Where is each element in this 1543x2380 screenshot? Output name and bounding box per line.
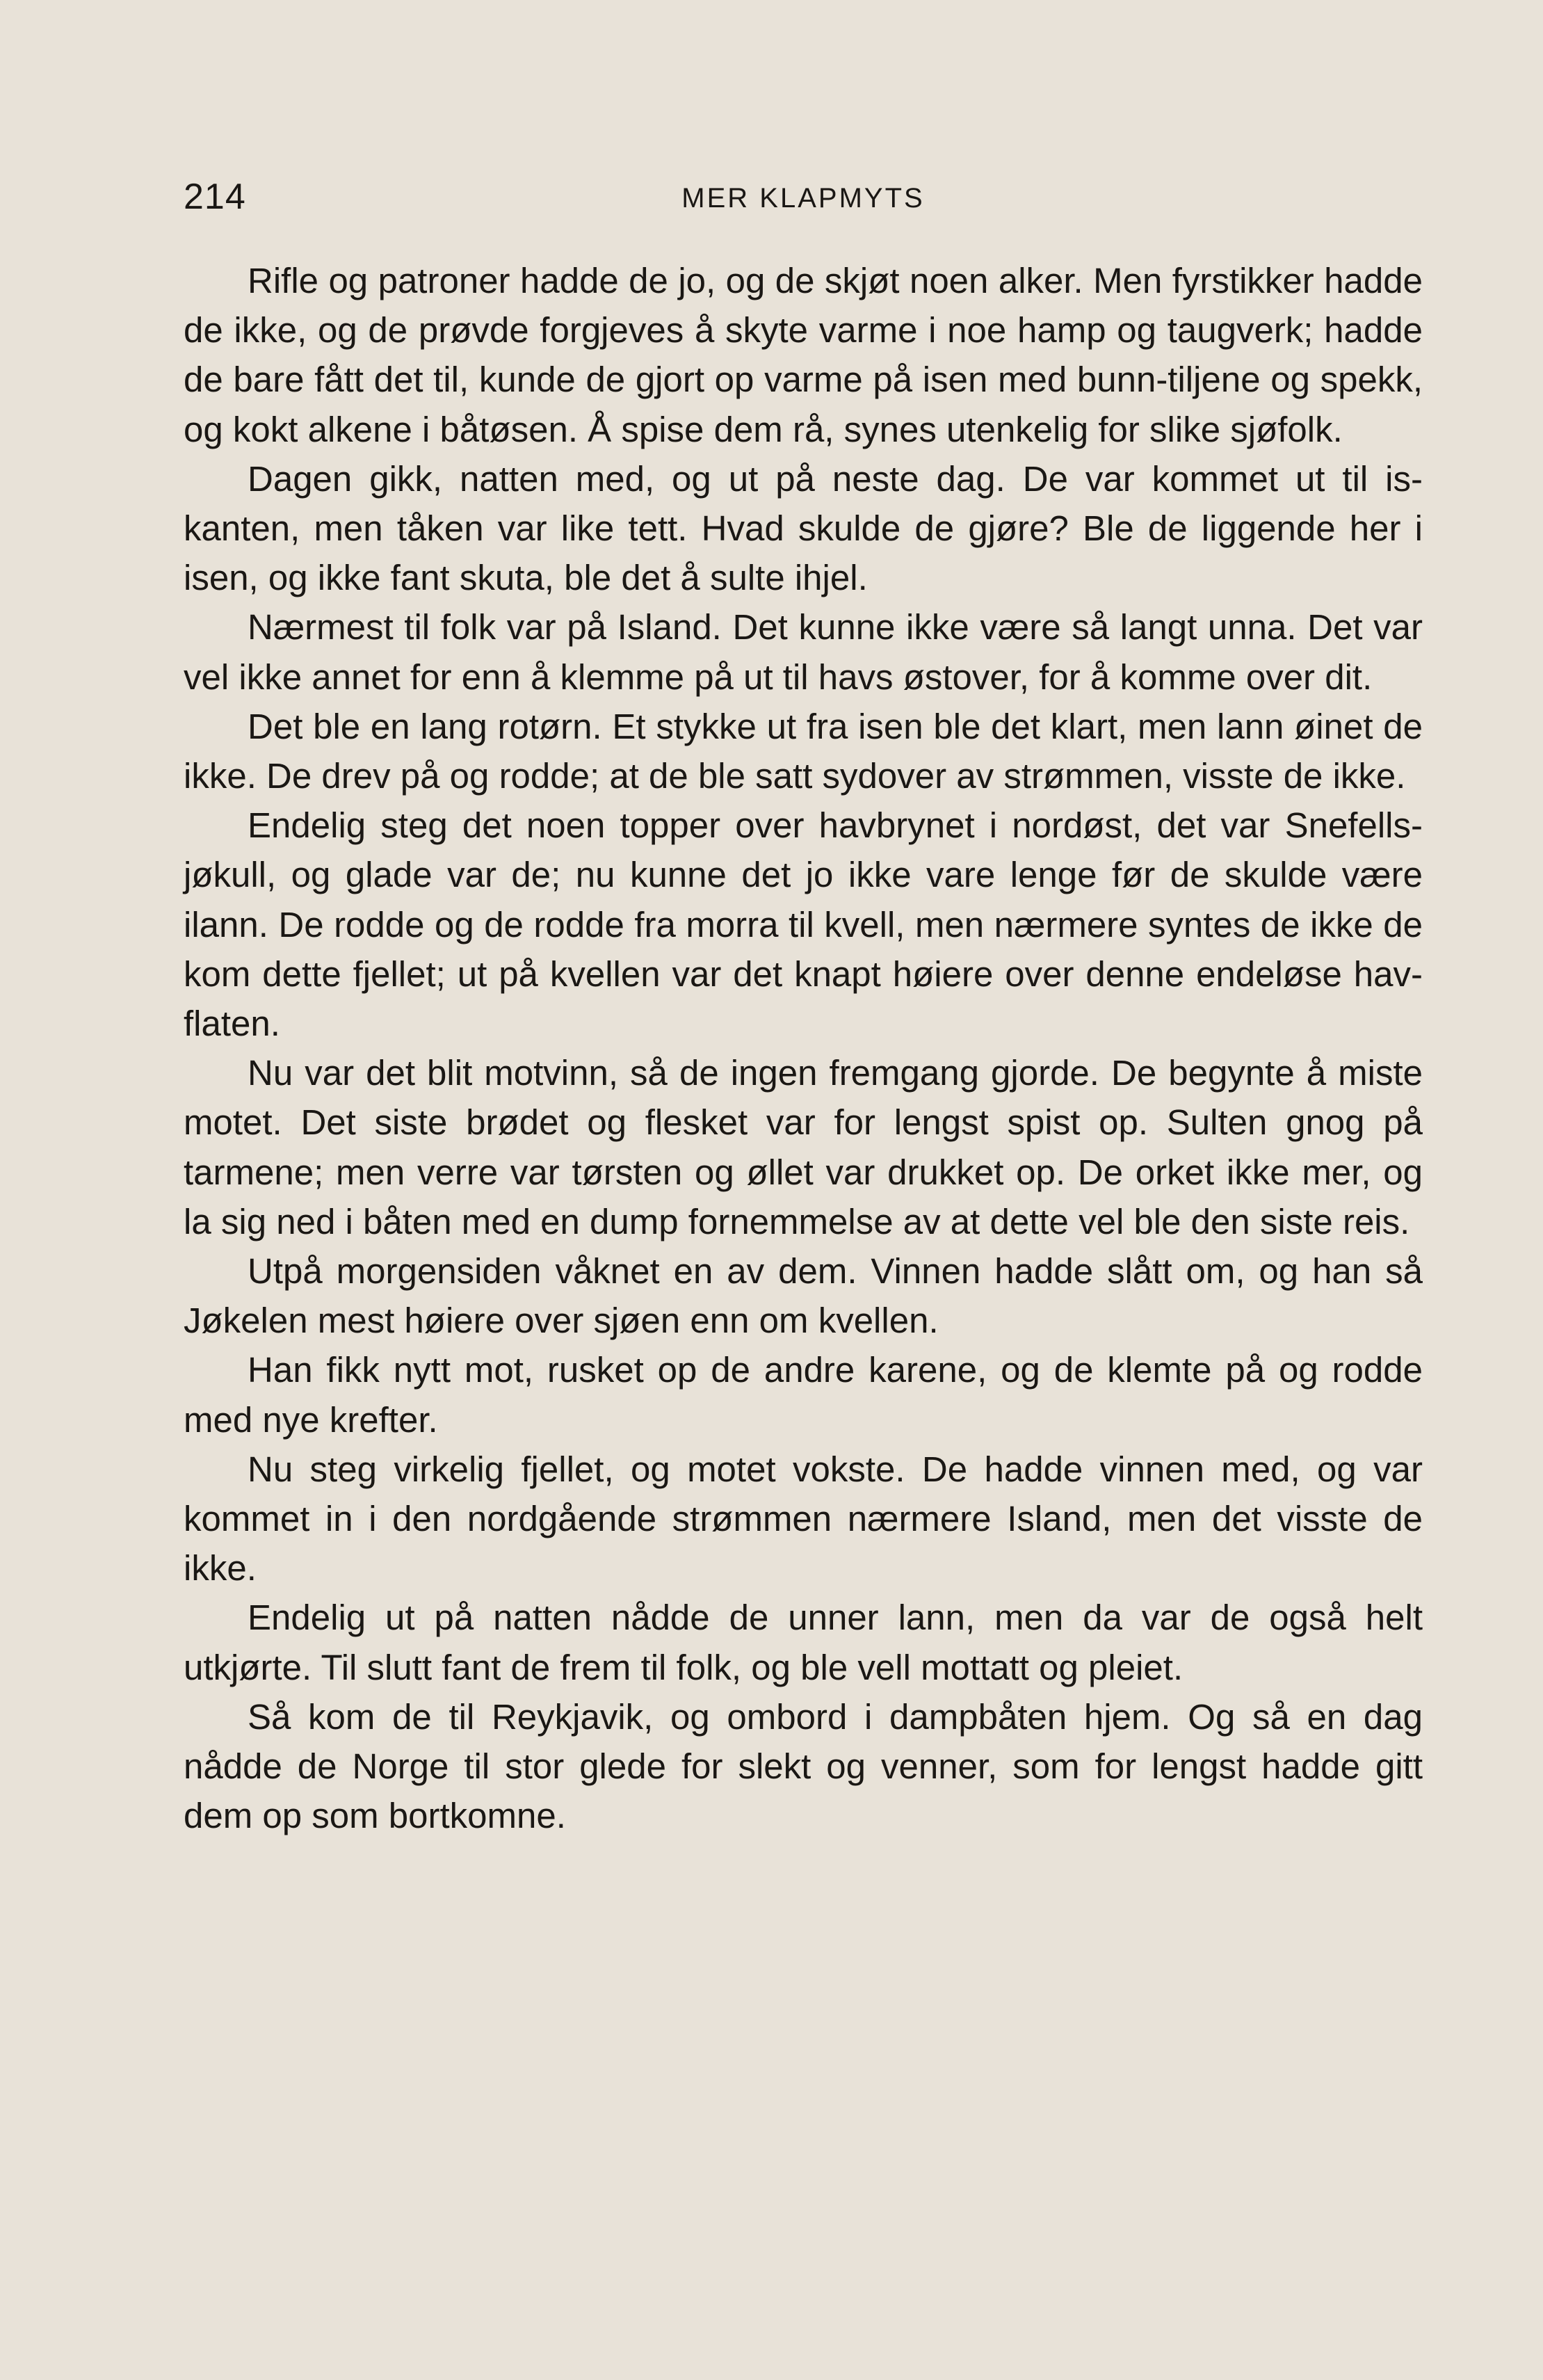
paragraph-11: Så kom de til Reykjavik, og ombord i dampbåten hjem. Og så en dag nådde de Norge til stor glede for slekt og venner, som for lengst hadde gitt dem op som bortkomne. (184, 1696, 1423, 1836)
running-head: MER KLAPMYTS (681, 183, 925, 214)
paragraph-10: Endelig ut på natten nådde de unner lann, men da var de også helt utkjørte. Til slutt fant de frem til folk, og ble vell mottatt og pleiet. (184, 1598, 1423, 1687)
body-text (184, 256, 1423, 1841)
page-header (184, 172, 1423, 221)
paragraph-1: Rifle og patroner hadde de jo, og de skjøt noen alker. Men fyrstikker hadde de ikke, og de prøvde forgjeves å skyte varme i noe hamp og taugverk; hadde de bare fått det til, kunde de gjort op varme på isen med bunn-tiljene og spekk, og kokt alkene i båtøsen. Å spise dem rå, synes utenkelig for slike sjøfolk. (184, 261, 1423, 449)
paragraph-6: Nu var det blit motvinn, så de ingen fremgang gjorde. De begynte å miste motet. Det siste brødet og flesket var for lengst spist op. Sulten gnog på tarmene; men verre var tørsten og øllet var drukket op. De orket ikke mer, og la sig ned i båten med en dump fornemmelse av at dette vel ble den siste reis. (184, 1053, 1423, 1241)
paragraph-3: Nærmest til folk var på Island. Det kunne ikke være så langt unna. Det var vel ikke annet for enn å klemme på ut til havs østover, for å komme over dit. (184, 607, 1423, 697)
paragraph-5: Endelig steg det noen topper over havbrynet i nordøst, det var Snefells-jøkull, og glade var de; nu kunne det jo ikke vare lenge før de skulde være ilann. De rodde og de rodde fra morra til kvell, men nærmere syntes de ikke de kom dette fjellet; ut på kvellen var det knapt høiere over denne endeløse hav-flaten. (184, 805, 1423, 1044)
paragraph-7: Utpå morgensiden våknet en av dem. Vinnen hadde slått om, og han så Jøkelen mest høiere over sjøen enn om kvellen. (184, 1251, 1423, 1341)
page-number: 214 (184, 177, 246, 217)
paragraph-4: Det ble en lang rotørn. Et stykke ut fra isen ble det klart, men lann øinet de ikke. De drev på og rodde; at de ble satt sydover av strømmen, visste de ikke. (184, 706, 1423, 796)
paragraph-9: Nu steg virkelig fjellet, og motet vokste. De hadde vinnen med, og var kommet in i den nordgående strømmen nærmere Island, men det visste de ikke. (184, 1449, 1423, 1589)
paragraph-8: Han fikk nytt mot, rusket op de andre karene, og de klemte på og rodde med nye krefter. (184, 1350, 1423, 1440)
paragraph-2: Dagen gikk, natten med, og ut på neste dag. De var kommet ut til is-kanten, men tåken var like tett. Hvad skulde de gjøre? Ble de liggende her i isen, og ikke fant skuta, ble det å sulte ihjel. (184, 458, 1423, 598)
